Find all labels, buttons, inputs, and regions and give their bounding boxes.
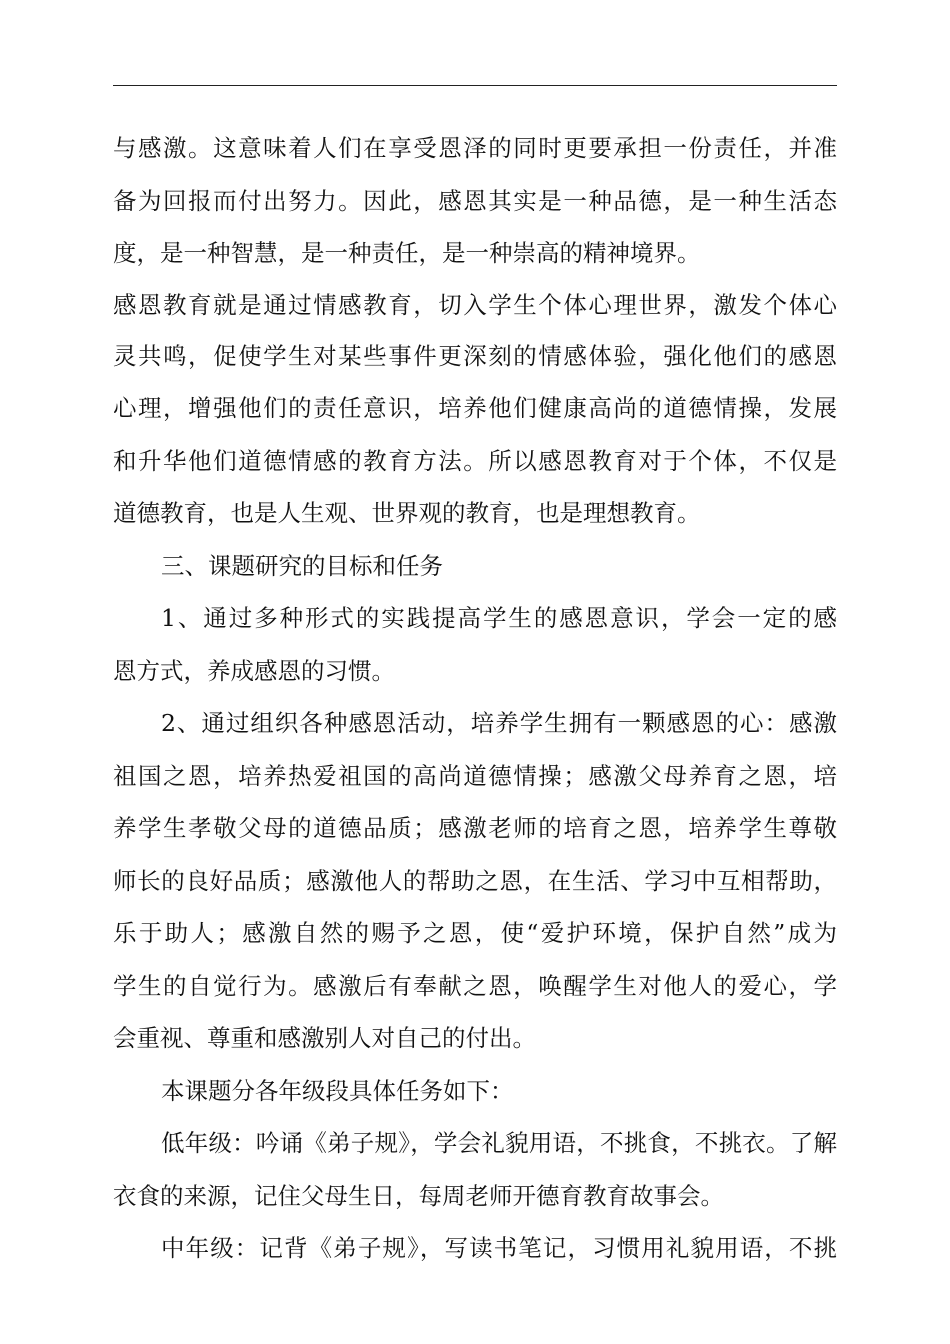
list-item-line: 学生的自觉行为。感激后有奉献之恩，唤醒学生对他人的爱心，学 [113,971,837,1000]
list-item-line: 乐于助人；感激自然的赐予之恩，使“爱护环境，保护自然”成为 [113,919,837,947]
paragraph-line: 道德教育，也是人生观、世界观的教育，也是理想教育。 [113,499,701,527]
list-item-line: 恩方式，养成感恩的习惯。 [113,656,395,685]
list-item-line: 会重视、尊重和感激别人对自己的付出。 [113,1024,536,1052]
list-item-line: 2、通过组织各种感恩活动，培养学生拥有一颗感恩的心：感激 [161,709,837,737]
paragraph-line: 和升华他们道德情感的教育方法。所以感恩教育对于个体，不仅是 [113,446,837,475]
paragraph-line: 心理，增强他们的责任意识，培养他们健康高尚的道德情操，发展 [113,394,837,422]
paragraph-line: 与感激。这意味着人们在享受恩泽的同时更要承担一份责任，并准 [113,134,837,162]
header-rule [113,85,837,86]
paragraph-line: 备为回报而付出努力。因此，感恩其实是一种品德，是一种生活态 [113,186,837,215]
list-item-line: 养学生孝敬父母的道德品质；感激老师的培育之恩，培养学生尊敬 [113,814,837,842]
section-heading: 三、课题研究的目标和任务 [161,551,443,580]
paragraph-line: 中年级：记背《弟子规》，写读书笔记，习惯用礼貌用语，不挑 [161,1234,837,1262]
paragraph-line: 衣食的来源，记住父母生日，每周老师开德育教育故事会。 [113,1181,724,1210]
list-item-line: 1、通过多种形式的实践提高学生的感恩意识，学会一定的感 [161,604,837,632]
paragraph-line: 度，是一种智慧，是一种责任，是一种崇高的精神境界。 [113,239,701,267]
list-item-line: 师长的良好品质；感激他人的帮助之恩，在生活、学习中互相帮助， [113,866,837,895]
document-body [113,122,837,1275]
paragraph-line: 灵共鸣，促使学生对某些事件更深刻的情感体验，强化他们的感恩 [113,341,837,370]
paragraph-line: 本课题分各年级段具体任务如下： [161,1076,514,1105]
paragraph-line: 感恩教育就是通过情感教育，切入学生个体心理世界，激发个体心 [113,290,837,319]
list-item-line: 祖国之恩，培养热爱祖国的高尚道德情操；感激父母养育之恩，培 [113,761,837,790]
paragraph-line: 低年级：吟诵《弟子规》，学会礼貌用语，不挑食，不挑衣。了解 [161,1129,837,1157]
